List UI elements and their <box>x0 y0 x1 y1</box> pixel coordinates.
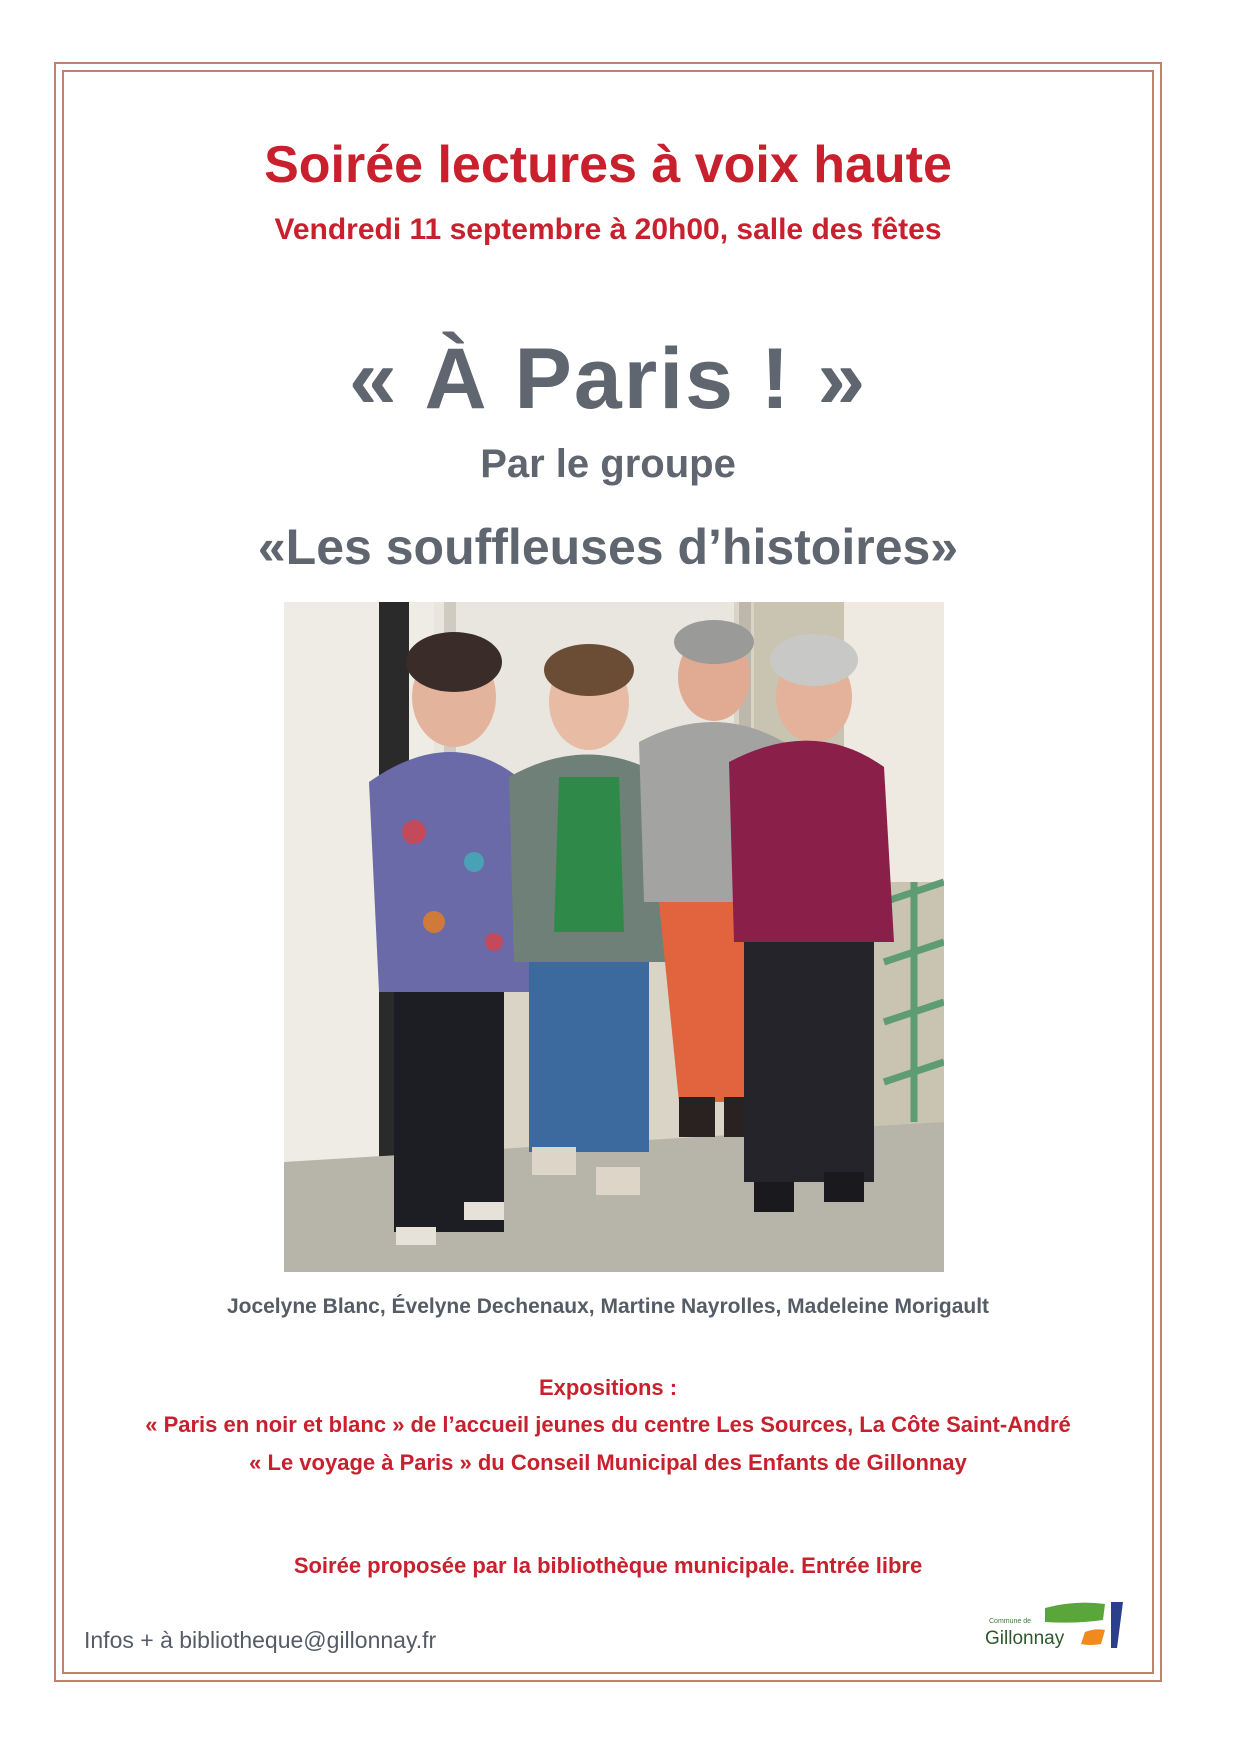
exposition-item: « Le voyage à Paris » du Conseil Municipal des Enfants de Gillonnay <box>249 1450 967 1475</box>
exposition-item: « Paris en noir et blanc » de l’accueil jeunes du centre Les Sources, La Côte Saint-André <box>145 1412 1071 1437</box>
contact-info: Infos + à bibliotheque@gillonnay.fr <box>84 1627 437 1653</box>
group-name: «Les souffleuses d’histoires» <box>257 519 959 575</box>
organizer-note: Soirée proposée par la bibliothèque municipale. Entrée libre <box>293 1553 923 1578</box>
expositions-title: Expositions : <box>538 1375 678 1400</box>
logo-small-text: Commune de <box>989 1618 1032 1625</box>
member-names: Jocelyne Blanc, Évelyne Dechenaux, Martine Nayrolles, Madeleine Morigault <box>226 1295 990 1318</box>
group-photo <box>284 602 944 1272</box>
show-title: « À Paris ! » <box>348 331 868 427</box>
logo-name: Gillonnay <box>985 1628 1065 1649</box>
by-line: Par le groupe <box>480 442 736 486</box>
poster-title: Soirée lectures à voix haute <box>264 136 952 194</box>
event-date-location: Vendredi 11 septembre à 20h00, salle des fêtes <box>274 213 942 246</box>
gillonnay-logo <box>985 1598 1135 1654</box>
